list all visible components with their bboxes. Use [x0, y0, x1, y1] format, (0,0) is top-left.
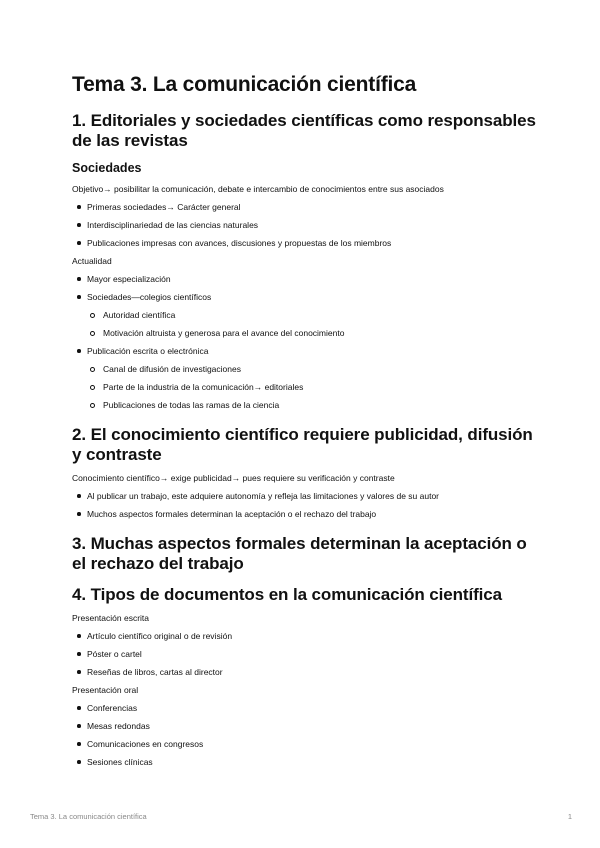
list-item: Al publicar un trabajo, este adquiere autonomía y refleja las limitaciones y valores de su autor: [72, 487, 542, 505]
section-2-list: [72, 487, 542, 523]
list-item: Conferencias: [72, 699, 542, 717]
list-item: Muchos aspectos formales determinan la aceptación o el rechazo del trabajo: [72, 505, 542, 523]
section-4-list-escrita: [72, 627, 542, 681]
list-item: Artículo científico original o de revisión: [72, 627, 542, 645]
document-body: [72, 72, 542, 771]
sub-list-item: Motivación altruista y generosa para el avance del conocimiento: [72, 324, 542, 342]
list-item: Publicaciones impresas con avances, discusiones y propuestas de los miembros: [72, 234, 542, 252]
page-number: 1: [567, 812, 572, 821]
page-title: Tema 3. La comunicación científica: [72, 73, 417, 96]
section-1-heading: 1. Editoriales y sociedades científicas como responsables de las revistas: [72, 111, 536, 150]
section-3-heading: 3. Muchas aspectos formales determinan la aceptación o el rechazo del trabajo: [72, 534, 527, 573]
section-1-list: [72, 198, 542, 252]
list-item: Mesas redondas: [72, 717, 542, 735]
list-item: Primeras sociedades→ Carácter general: [72, 198, 542, 216]
section-4-heading: 4. Tipos de documentos en la comunicación científica: [72, 585, 502, 604]
list-item: Publicación escrita o electrónica: [72, 342, 542, 360]
list-item: Sesiones clínicas: [72, 753, 542, 771]
section-4-list-oral: [72, 699, 542, 771]
section-2-intro: Conocimiento científico→ exige publicidad→ pues requiere su verificación y contraste: [72, 473, 395, 483]
list-item: Interdisciplinariedad de las ciencias naturales: [72, 216, 542, 234]
sub-list-item: Canal de difusión de investigaciones: [72, 360, 542, 378]
sub-list-item: Parte de la industria de la comunicación→ editoriales: [72, 378, 542, 396]
section-1-list-actualidad: [72, 270, 542, 414]
section-4-label-escrita: Presentación escrita: [72, 613, 150, 623]
list-item: Comunicaciones en congresos: [72, 735, 542, 753]
list-item: Mayor especialización: [72, 270, 542, 288]
section-1-label-actualidad: Actualidad: [72, 256, 112, 266]
section-1-intro: Objetivo→ posibilitar la comunicación, debate e intercambio de conocimientos entre sus asociados: [72, 184, 444, 194]
section-4-label-oral: Presentación oral: [72, 685, 139, 695]
footer-title: Tema 3. La comunicación científica: [30, 812, 147, 821]
page-footer: [30, 812, 572, 821]
section-1-subheading: Sociedades: [72, 161, 142, 175]
section-2-heading: 2. El conocimiento científico requiere publicidad, difusión y contraste: [72, 425, 533, 464]
list-item: Póster o cartel: [72, 645, 542, 663]
sub-list-item: Autoridad científica: [72, 306, 542, 324]
list-item: Sociedades—colegios científicos: [72, 288, 542, 306]
list-item: Reseñas de libros, cartas al director: [72, 663, 542, 681]
sub-list-item: Publicaciones de todas las ramas de la ciencia: [72, 396, 542, 414]
